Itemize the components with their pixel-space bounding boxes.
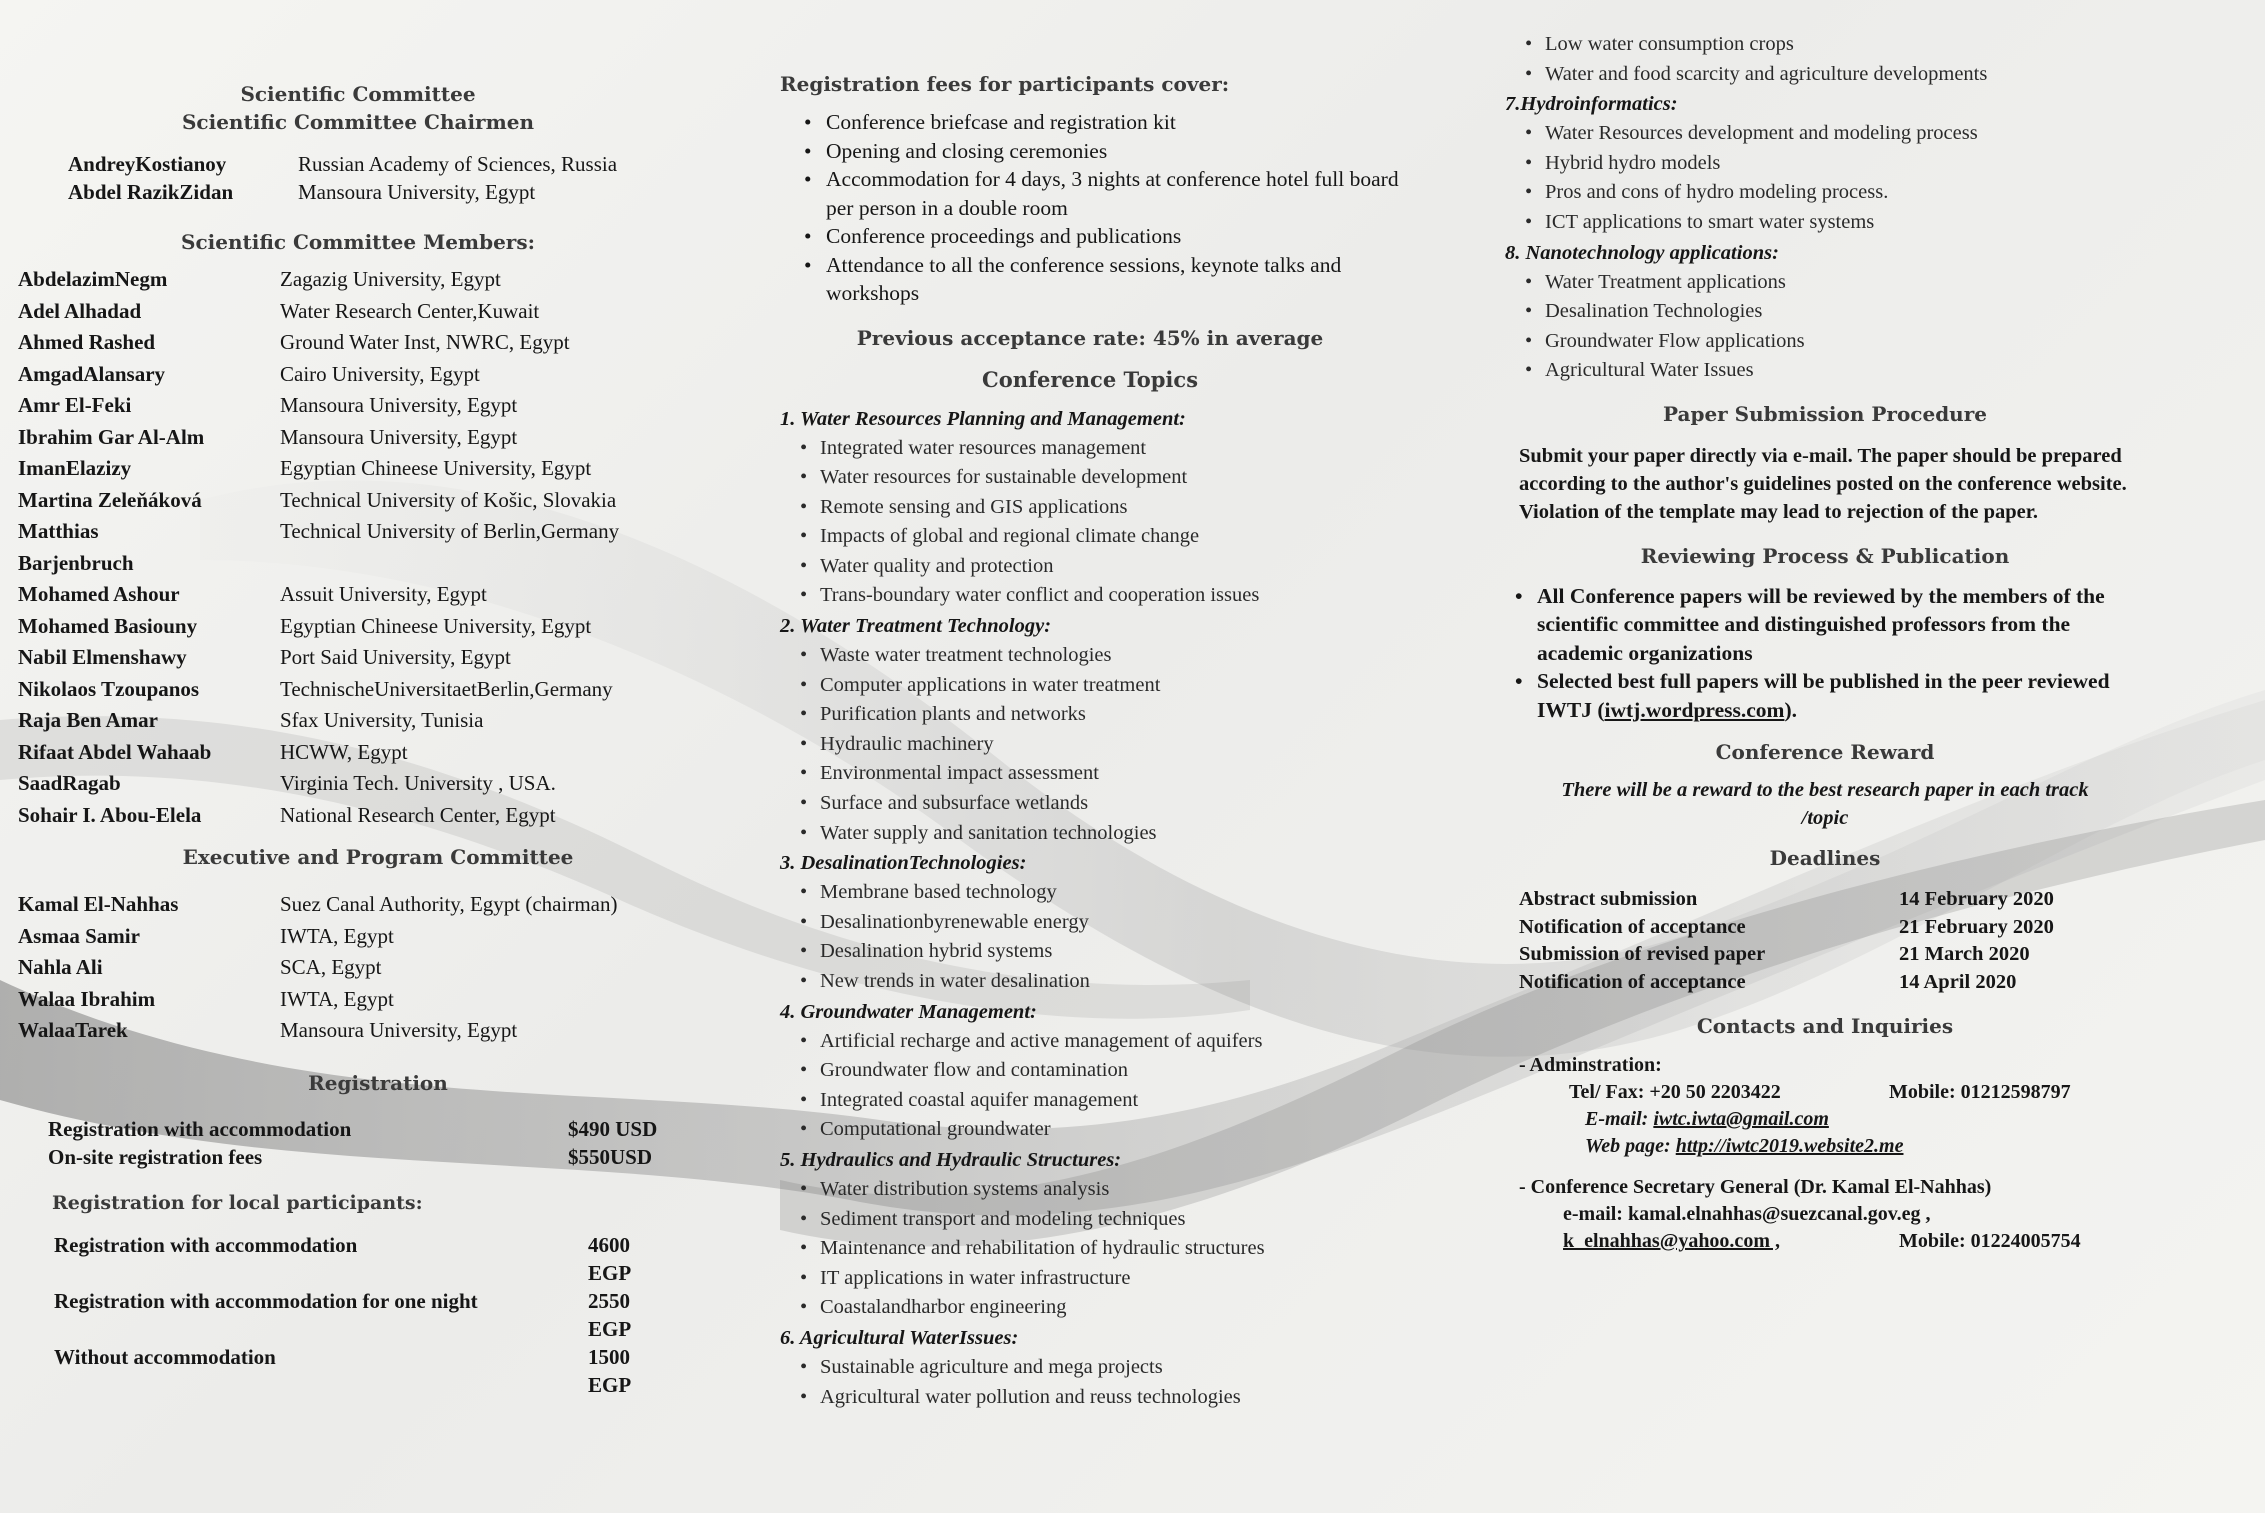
topic-item: • Sustainable agriculture and mega projects [780, 1353, 1400, 1383]
deadline-row [1519, 969, 2145, 997]
email-label: e-mail: [1563, 1203, 1623, 1226]
committee-row [18, 737, 678, 769]
member-name: Adel Alhadad [18, 298, 142, 323]
exec-committee-title: Executive and Program Committee [182, 845, 574, 869]
member-affiliation: Suez Canal Authority, Egypt (chairman) [280, 892, 618, 916]
topic-item: • Computational groundwater [780, 1115, 1400, 1145]
topic-items [1505, 268, 2145, 386]
chairman-affiliation: Mansoura University, Egypt [298, 180, 536, 204]
topic-items [780, 1175, 1400, 1323]
topic-item: • Water and food scarcity and agriculture developments [1505, 60, 2145, 90]
submission-text: Submit your paper directly via e-mail. The paper should be prepared according to the author's guidelines posted on the conference website. Violation of the template may lead to rejection of the paper. [1519, 444, 2127, 523]
deadlines-list [1505, 886, 2145, 996]
fee-row [48, 1143, 678, 1171]
topic-item: • Hydraulic machinery [780, 730, 1400, 760]
topic-item: • Coastalandharbor engineering [780, 1293, 1400, 1323]
committee-row [18, 674, 678, 706]
web-row [1519, 1133, 2145, 1160]
topic-item: • Maintenance and rehabilitation of hydraulic structures [780, 1234, 1400, 1264]
member-name: Mohamed Ashour [18, 582, 180, 606]
chairman-affiliation: Russian Academy of Sciences, Russia [298, 152, 618, 176]
topic-item: • Artificial recharge and active management of aquifers [780, 1027, 1400, 1057]
reward-title: Conference Reward [1715, 740, 1935, 765]
chairman-row [18, 178, 678, 206]
topic-title: 7.Hydroinformatics: [1505, 93, 1678, 116]
committee-row [18, 296, 678, 328]
member-name: Matthias [18, 519, 99, 543]
member-name: AbdelazimNegm [18, 267, 168, 291]
topic-item: • New trends in water desalination [780, 967, 1400, 997]
chairmen-list [18, 150, 678, 206]
topic-item: • Groundwater Flow applications [1505, 327, 2145, 357]
committee-row [18, 548, 678, 580]
members-list [18, 264, 678, 831]
topic-item: • Agricultural Water Issues [1505, 356, 2145, 386]
fee-label: Registration with accommodation [48, 1116, 352, 1141]
topic-title: 1. Water Resources Planning and Management: [780, 407, 1186, 430]
member-affiliation: Technical University of Berlin,Germany [280, 519, 620, 543]
committee-row [18, 359, 678, 391]
member-name: Mohamed Basiouny [18, 613, 198, 638]
fee-row [54, 1231, 678, 1287]
member-affiliation: Virginia Tech. University , USA. [280, 771, 556, 795]
topic-item: • Waste water treatment technologies [780, 641, 1400, 671]
chairman-name: AndreyKostianoy [68, 152, 227, 176]
deadline-label: Notification of acceptance [1519, 970, 1746, 993]
member-affiliation: TechnischeUniversitaetBerlin,Germany [280, 676, 613, 701]
fee-label: Registration with accommodation for one night [54, 1288, 478, 1313]
topic-title: 6. Agricultural WaterIssues: [780, 1326, 1019, 1349]
conference-topics-title: Conference Topics [981, 366, 1199, 392]
topic-items [780, 641, 1400, 848]
member-name: Sohair I. Abou-Elela [18, 802, 202, 827]
secgen-email2-row [1519, 1228, 2145, 1255]
admin-email-row [1519, 1106, 2145, 1133]
topic-item: • Remote sensing and GIS applications [780, 493, 1400, 523]
member-name: Ahmed Rashed [18, 330, 156, 354]
topic-item: • Integrated coastal aquifer management [780, 1086, 1400, 1116]
web-label: Web page: [1585, 1135, 1671, 1158]
fee-label: Without accommodation [54, 1344, 276, 1369]
review-item-text: Selected best full papers will be published in the peer reviewed IWTJ ( [1537, 669, 2110, 722]
member-name: Nahla Ali [18, 955, 103, 979]
review-item-end: ). [1784, 697, 1797, 722]
member-name: Raja Ben Amar [18, 708, 158, 732]
topic-item: • Water Resources development and modeling process [1505, 119, 2145, 149]
exec-committee-list [18, 889, 678, 1047]
contacts-title: Contacts and Inquiries [1696, 1014, 1954, 1039]
topic-item: • Desalination Technologies [1505, 297, 2145, 327]
local-registration-title: Registration for local participants: [52, 1191, 423, 1214]
topic-item: • Water supply and sanitation technologies [780, 819, 1400, 849]
review-item: • All Conference papers will be reviewed by the members of the scientific committee and distinguished professors from the academic organizations [1511, 582, 2145, 668]
right-column [1505, 30, 2145, 1255]
member-affiliation: Ground Water Inst, NWRC, Egypt [280, 330, 570, 354]
topic-item: • ICT applications to smart water systems [1505, 208, 2145, 238]
committee-row [18, 422, 678, 454]
member-affiliation: IWTA, Egypt [280, 986, 394, 1011]
middle-column [780, 70, 1400, 1412]
topic-item: • Sediment transport and modeling techniques [780, 1205, 1400, 1235]
acceptance-rate: Previous acceptance rate: 45% in average [856, 325, 1324, 350]
member-affiliation: SCA, Egypt [280, 955, 382, 979]
fees-cover-title: Registration fees for participants cover: [780, 72, 1230, 96]
conference-topics [780, 404, 1400, 1413]
chairman-row [18, 150, 678, 178]
deadlines-title: Deadlines [1769, 846, 1881, 871]
fee-value: $550USD [568, 1144, 653, 1169]
topic-item: • Hybrid hydro models [1505, 149, 2145, 179]
reward-text: There will be a reward to the best research paper in each track /topic [1561, 779, 2089, 830]
secgen-email[interactable]: kamal.elnahhas@suezcanal.gov.eg , [1627, 1203, 1931, 1226]
deadline-date: 21 March 2020 [1899, 943, 2030, 966]
member-affiliation: Egyptian Chineese University, Egypt [280, 613, 592, 638]
scientific-committee-title: Scientific Committee [240, 82, 476, 106]
topic-item: • Desalination hybrid systems [780, 937, 1400, 967]
fee-row [48, 1115, 678, 1143]
topic-7-carryover-items [1505, 30, 2145, 89]
member-name: AmgadAlansary [18, 361, 166, 386]
topic-items [780, 434, 1400, 612]
member-name: Walaa Ibrahim [18, 986, 156, 1011]
committee-row [18, 705, 678, 737]
email-label: E-mail: [1585, 1108, 1649, 1131]
member-affiliation: National Research Center, Egypt [280, 802, 556, 827]
member-name: Kamal El-Nahhas [18, 892, 179, 916]
member-affiliation: Mansoura University, Egypt [280, 424, 518, 449]
committee-row [18, 889, 678, 921]
fees-cover-item: • Conference proceedings and publications [800, 222, 1400, 251]
member-affiliation: Mansoura University, Egypt [280, 393, 518, 417]
committee-row [18, 921, 678, 953]
left-column [18, 80, 678, 1399]
deadline-label: Notification of acceptance [1519, 915, 1746, 938]
member-name: ImanElazizy [18, 456, 132, 480]
member-affiliation: Port Said University, Egypt [280, 645, 511, 669]
committee-row [18, 264, 678, 296]
deadline-date: 14 February 2020 [1899, 888, 2054, 911]
member-name: Martina Zeleňáková [18, 487, 202, 512]
member-affiliation: Egyptian Chineese University, Egypt [280, 456, 592, 480]
topic-item: • Membrane based technology [780, 878, 1400, 908]
deadline-label: Submission of revised paper [1519, 943, 1766, 966]
member-affiliation: IWTA, Egypt [280, 923, 394, 948]
fee-label: Registration with accommodation [54, 1232, 358, 1257]
deadline-row [1519, 941, 2145, 969]
topic-item: • Desalinationbyrenewable energy [780, 908, 1400, 938]
member-affiliation [280, 548, 678, 580]
topic-title: 8. Nanotechnology applications: [1505, 241, 1779, 264]
fees-cover-list [780, 108, 1400, 308]
committee-row [18, 642, 678, 674]
fee-label: On-site registration fees [48, 1144, 263, 1169]
admin-telfax: Tel/ Fax: +20 50 2203422 [1569, 1081, 1781, 1104]
secgen-email-alt[interactable]: k_elnahhas@yahoo.com , [1563, 1230, 1780, 1253]
member-affiliation: Zagazig University, Egypt [280, 267, 501, 291]
deadline-label: Abstract submission [1519, 888, 1698, 911]
fee-row [54, 1343, 678, 1399]
member-name: Nikolaos Tzoupanos [18, 676, 200, 701]
deadline-row [1519, 886, 2145, 914]
topic-item: • Computer applications in water treatment [780, 671, 1400, 701]
fees-cover-item: • Attendance to all the conference sessions, keynote talks and workshops [800, 251, 1400, 308]
fee-value: 2550 EGP [588, 1288, 632, 1341]
member-name: Nabil Elmenshawy [18, 645, 187, 669]
contacts-block [1505, 1052, 2145, 1255]
chairmen-title: Scientific Committee Chairmen [181, 110, 535, 134]
topic-item: • Integrated water resources management [780, 434, 1400, 464]
topic-item: • Environmental impact assessment [780, 759, 1400, 789]
member-affiliation: Sfax University, Tunisia [280, 708, 484, 732]
member-affiliation: HCWW, Egypt [280, 739, 408, 764]
topic-item: • Trans-boundary water conflict and cooperation issues [780, 581, 1400, 611]
member-affiliation: Water Research Center,Kuwait [280, 298, 540, 323]
web-link[interactable]: http://iwtc2019.website2.me [1675, 1135, 1904, 1158]
submission-title: Paper Submission Procedure [1663, 401, 1987, 426]
secgen-email-row [1519, 1201, 2145, 1228]
member-name: WalaaTarek [18, 1018, 128, 1042]
member-name: Amr El-Feki [18, 393, 132, 417]
topic-item: • Pros and cons of hydro modeling process. [1505, 178, 2145, 208]
committee-row [18, 952, 678, 984]
iwtj-link[interactable]: iwtj.wordpress.com [1604, 697, 1785, 722]
member-name: Ibrahim Gar Al-Alm [18, 424, 205, 449]
secgen-mobile: Mobile: 01224005754 [1899, 1230, 2081, 1253]
member-name: Asmaa Samir [18, 923, 140, 948]
committee-row [18, 485, 678, 517]
member-affiliation: Cairo University, Egypt [280, 361, 480, 386]
topic-title: 5. Hydraulics and Hydraulic Structures: [780, 1148, 1122, 1171]
member-affiliation: Assuit University, Egypt [280, 582, 487, 606]
member-affiliation: Mansoura University, Egypt [280, 1018, 518, 1042]
topic-title: 4. Groundwater Management: [780, 1000, 1037, 1023]
topic-item: • Surface and subsurface wetlands [780, 789, 1400, 819]
conference-topics-continued [1505, 89, 2145, 386]
member-name: SaadRagab [18, 771, 121, 795]
member-affiliation: Technical University of Košic, Slovakia [280, 487, 617, 512]
fees-cover-item: • Accommodation for 4 days, 3 nights at conference hotel full board per person in a double room [800, 165, 1400, 222]
fee-value: $490 USD [568, 1116, 658, 1141]
registration-fees [18, 1115, 678, 1171]
topic-item: • Impacts of global and regional climate change [780, 522, 1400, 552]
admin-phone-row [1519, 1079, 2145, 1106]
members-title: Scientific Committee Members: [181, 230, 535, 254]
topic-item: • Groundwater flow and contamination [780, 1056, 1400, 1086]
committee-row [18, 984, 678, 1016]
fee-value: 4600 EGP [588, 1232, 632, 1285]
topic-item: • Water resources for sustainable development [780, 463, 1400, 493]
review-title: Reviewing Process & Publication [1640, 543, 2010, 568]
committee-row [18, 579, 678, 611]
committee-row [18, 516, 678, 548]
committee-row [18, 390, 678, 422]
admin-label: - Adminstration: [1519, 1054, 1662, 1077]
fee-row [54, 1287, 678, 1343]
topic-items [780, 1027, 1400, 1145]
topic-item: • Agricultural water pollution and reuss technologies [780, 1383, 1400, 1413]
topic-items [1505, 119, 2145, 237]
admin-email-link[interactable]: iwtc.iwta@gmail.com [1653, 1108, 1829, 1131]
fees-cover-item: • Opening and closing ceremonies [800, 137, 1400, 166]
committee-row [18, 1015, 678, 1047]
secretary-general-label: - Conference Secretary General (Dr. Kamal El-Nahhas) [1519, 1176, 1992, 1199]
committee-row [18, 611, 678, 643]
topic-item: • Water quality and protection [780, 552, 1400, 582]
review-list [1505, 582, 2145, 725]
review-item [1511, 667, 2145, 724]
member-name: Rifaat Abdel Wahaab [18, 739, 212, 764]
fee-value: 1500 EGP [588, 1344, 632, 1397]
admin-mobile: Mobile: 01212598797 [1889, 1081, 2071, 1104]
topic-items [780, 1353, 1400, 1412]
member-name: Barjenbruch [18, 550, 134, 575]
topic-item: • IT applications in water infrastructure [780, 1264, 1400, 1294]
topic-item: • Low water consumption crops [1505, 30, 2145, 60]
committee-row [18, 453, 678, 485]
topic-items [780, 878, 1400, 996]
topic-title: 3. DesalinationTechnologies: [780, 852, 1027, 875]
deadline-date: 21 February 2020 [1899, 915, 2054, 938]
topic-item: • Purification plants and networks [780, 700, 1400, 730]
topic-title: 2. Water Treatment Technology: [780, 615, 1052, 638]
topic-item: • Water Treatment applications [1505, 268, 2145, 298]
local-registration-fees [18, 1231, 678, 1399]
committee-row [18, 800, 678, 832]
deadline-date: 14 April 2020 [1899, 970, 2017, 993]
fees-cover-item: • Conference briefcase and registration kit [800, 108, 1400, 137]
topic-item: • Water distribution systems analysis [780, 1175, 1400, 1205]
committee-row [18, 327, 678, 359]
registration-title: Registration [308, 1070, 448, 1095]
committee-row [18, 768, 678, 800]
chairman-name: Abdel RazikZidan [68, 180, 234, 204]
deadline-row [1519, 914, 2145, 942]
